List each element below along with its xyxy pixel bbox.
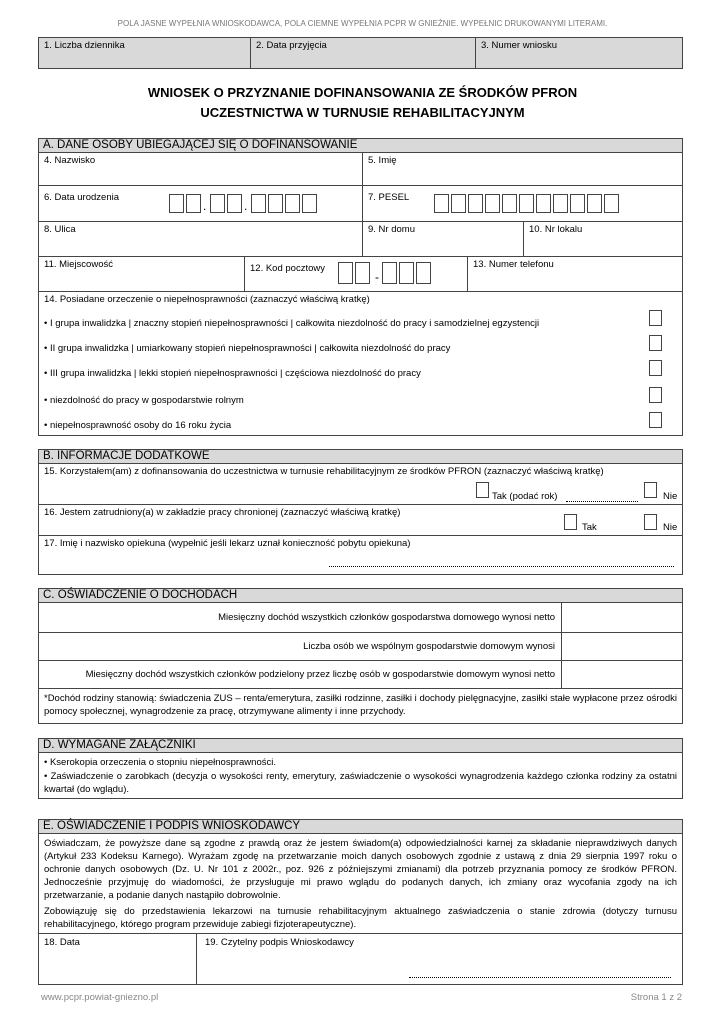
section-d-header: D. WYMAGANE ZAŁĄCZNIKI	[38, 738, 683, 753]
pesel-digit[interactable]	[587, 194, 602, 213]
disability-option-5: • niepełnosprawność osoby do 16 roku życia	[44, 420, 232, 431]
postal-separator: -	[375, 270, 379, 284]
disability-label: 14. Posiadane orzeczenie o niepełnosprawności (zaznaczyć właściwą kratkę)	[44, 294, 370, 305]
birthdate-field	[38, 185, 363, 222]
sheltered-employment-label: 16. Jestem zatrudniony(a) w zakładzie pracy chronionej (zaznaczyć właściwą kratkę)	[44, 507, 401, 518]
sheltered-employment-no-checkbox[interactable]	[644, 514, 657, 530]
pesel-digit[interactable]	[519, 194, 534, 213]
postal-digit[interactable]	[355, 262, 370, 284]
prior-funding-yes-checkbox[interactable]	[476, 482, 489, 498]
birthdate-boxes[interactable]	[169, 194, 319, 213]
prior-funding-no-checkbox[interactable]	[644, 482, 657, 498]
disability-option-4-checkbox[interactable]	[649, 387, 662, 403]
date-separator: .	[203, 199, 207, 213]
street-label: 8. Ulica	[44, 224, 76, 235]
phone-field[interactable]	[467, 256, 683, 292]
birthdate-year-digit[interactable]	[268, 194, 283, 213]
postal-code-field	[244, 256, 468, 292]
income-row-1-value[interactable]	[561, 602, 683, 633]
pesel-digit[interactable]	[553, 194, 568, 213]
sheltered-employment-no-label: Nie	[663, 522, 678, 533]
city-field[interactable]	[38, 256, 245, 292]
pesel-digit[interactable]	[570, 194, 585, 213]
postal-digit[interactable]	[338, 262, 353, 284]
office-field-date	[250, 37, 476, 69]
birthdate-month-digit[interactable]	[227, 194, 242, 213]
city-label: 11. Miejscowość	[44, 259, 113, 270]
declaration-paragraph-2: Zobowiązuję się do przedstawienia lekarzowi na turnusie rehabilitacyjnym aktualnego zaświadczenia o stanie zdrowia (dotyczy turnusu rehabilitacyjnego, którego program przewiduje zabiegi fizjoterapeutyczne).	[44, 906, 677, 930]
house-number-field[interactable]	[362, 221, 524, 257]
form-title-line2: UCZESTNICTWA W TURNUSIE REHABILITACYJNYM	[200, 105, 525, 120]
postal-code-boxes[interactable]	[338, 262, 433, 284]
declaration-paragraph-1: Oświadczam, że powyższe dane są zgodne z prawdą oraz że jestem świadom(a) odpowiedzialności karnej za składanie nieprawdziwych danych (Artykuł 233 Kodeksu Karnego). Wyrażam zgodę na przetwarzanie moich danych osobowych zgodnie z ustawą z dnia 29 sierpnia 1997 roku o ochronie danych osobowych (Dz. U. Nr 101 z 2002r., poz. 926 z późniejszymi zmianami) dla potrzeb przyznania pomocy ze środków PFRON. Jednocześnie przyjmuję do wiadomości, że przysługuje mi prawo wglądu do podanych danych, ich zmiany oraz wycofania zgody na ich przetwarzanie, a podanie danych nastąpiło dobrowolnie.	[44, 838, 677, 901]
footer-page-number: Strona 1 z 2	[630, 992, 682, 1003]
guardian-field	[38, 535, 683, 575]
date-separator: .	[244, 199, 248, 213]
income-row-3-value[interactable]	[561, 660, 683, 689]
firstname-label: 5. Imię	[368, 155, 397, 166]
declaration-box	[38, 833, 683, 934]
office-field-number	[475, 37, 683, 69]
income-note: *Dochód rodziny stanowią: świadczenia ZUS – renta/emerytura, zasiłki rodzinne, zasiłki i dochody pielęgnacyjne, zasiłki stałe wypłacone przez ośrodki pomocy społecznej, wynagrodzenie za pracę, otrzymywane alimenty i inne przychody.	[44, 693, 677, 717]
pesel-digit[interactable]	[604, 194, 619, 213]
surname-field[interactable]	[38, 152, 363, 186]
disability-option-4: • niezdolność do pracy w gospodarstwie rolnym	[44, 395, 244, 406]
pesel-field	[362, 185, 683, 222]
footer-url[interactable]: www.pcpr.powiat-gniezno.pl	[41, 992, 159, 1003]
disability-option-1-checkbox[interactable]	[649, 310, 662, 326]
signature-label: 19. Czytelny podpis Wnioskodawcy	[205, 937, 354, 948]
postal-digit[interactable]	[416, 262, 431, 284]
postal-digit[interactable]	[399, 262, 414, 284]
section-a-header: A. DANE OSOBY UBIEGAJĄCEJ SIĘ O DOFINANSOWANIE	[38, 138, 683, 153]
pesel-digit[interactable]	[536, 194, 551, 213]
birthdate-year-digit[interactable]	[285, 194, 300, 213]
prior-funding-no-label: Nie	[663, 491, 678, 502]
pesel-digit[interactable]	[451, 194, 466, 213]
disability-option-2-checkbox[interactable]	[649, 335, 662, 351]
office-field-journal-label: 1. Liczba dziennika	[44, 40, 125, 51]
pesel-digit[interactable]	[468, 194, 483, 213]
disability-option-1: • I grupa inwalidzka | znaczny stopień niepełnosprawności | całkowita niezdolność do pracy i samodzielnej egzystencji	[44, 318, 540, 329]
postal-digit[interactable]	[382, 262, 397, 284]
guardian-label: 17. Imię i nazwisko opiekuna (wypełnić jeśli lekarz uznał konieczność pobytu opiekuna)	[44, 538, 411, 549]
apartment-number-label: 10. Nr lokalu	[529, 224, 583, 235]
top-note: POLA JASNE WYPEŁNIA WNIOSKODAWCA, POLA CIEMNE WYPEŁNIA PCPR W GNIEŹNIE. WYPEŁNIC DRUKOWANYMI LITERAMI.	[117, 19, 608, 28]
postal-code-label: 12. Kod pocztowy	[250, 263, 325, 274]
street-field[interactable]	[38, 221, 363, 257]
prior-funding-label: 15. Korzystałem(am) z dofinansowania do uczestnictwa w turnusie rehabilitacyjnym ze środków PFRON (zaznaczyć właściwą kratkę)	[44, 466, 604, 477]
birthdate-day-digit[interactable]	[186, 194, 201, 213]
attachments-box	[38, 752, 683, 799]
disability-field	[38, 291, 683, 436]
income-row-3	[38, 660, 562, 689]
signature-line[interactable]	[409, 977, 671, 978]
income-row-2-label: Liczba osób we wspólnym gospodarstwie domowym wynosi	[303, 641, 555, 652]
prior-funding-field	[38, 463, 683, 505]
house-number-label: 9. Nr domu	[368, 224, 415, 235]
disability-option-3: • III grupa inwalidzka | lekki stopień niepełnosprawności | częściowa niezdolność do pracy	[44, 368, 421, 379]
pesel-digit[interactable]	[485, 194, 500, 213]
prior-funding-year-line[interactable]	[566, 501, 638, 502]
signature-field	[196, 933, 683, 985]
office-field-date-label: 2. Data przyjęcia	[256, 40, 327, 51]
pesel-boxes[interactable]	[434, 194, 621, 213]
birthdate-day-digit[interactable]	[169, 194, 184, 213]
birthdate-year-digit[interactable]	[302, 194, 317, 213]
income-row-3-label: Miesięczny dochód wszystkich członków podzielony przez liczbę osób w gospodarstwie domowym wynosi netto	[85, 669, 555, 680]
surname-label: 4. Nazwisko	[44, 155, 96, 166]
income-row-1	[38, 602, 562, 633]
disability-option-5-checkbox[interactable]	[649, 412, 662, 428]
income-note-box	[38, 688, 683, 724]
date-field[interactable]	[38, 933, 197, 985]
sheltered-employment-field	[38, 504, 683, 536]
date-label: 18. Data	[44, 937, 80, 948]
section-e-header: E. OŚWIADCZENIE I PODPIS WNIOSKODAWCY	[38, 819, 683, 834]
guardian-name-line[interactable]	[329, 566, 674, 567]
pesel-label: 7. PESEL	[368, 192, 410, 203]
income-row-2-value[interactable]	[561, 632, 683, 661]
sheltered-employment-yes-label: Tak	[582, 522, 597, 533]
birthdate-year-digit[interactable]	[251, 194, 266, 213]
attachment-item-1: • Kserokopia orzeczenia o stopniu niepełnosprawności.	[44, 757, 276, 768]
office-field-number-label: 3. Numer wniosku	[481, 40, 558, 51]
income-row-2	[38, 632, 562, 661]
birthdate-label: 6. Data urodzenia	[44, 192, 119, 203]
sheltered-employment-yes-checkbox[interactable]	[564, 514, 577, 530]
firstname-field[interactable]	[362, 152, 683, 186]
disability-option-2: • II grupa inwalidzka | umiarkowany stopień niepełnosprawności | całkowita niezdolność do pracy	[44, 343, 451, 354]
income-row-1-label: Miesięczny dochód wszystkich członków gospodarstwa domowego wynosi netto	[218, 612, 555, 623]
disability-option-3-checkbox[interactable]	[649, 360, 662, 376]
phone-label: 13. Numer telefonu	[473, 259, 554, 270]
pesel-digit[interactable]	[502, 194, 517, 213]
attachment-item-2: • Zaświadczenie o zarobkach (decyzja o wysokości renty, emerytury, zaświadczenie o wysokości wynagrodzenia każdego członka rodziny za ostatni kwartał (do wglądu).	[44, 771, 677, 795]
office-field-journal	[38, 37, 251, 69]
apartment-number-field[interactable]	[523, 221, 683, 257]
section-b-header: B. INFORMACJE DODATKOWE	[38, 449, 683, 464]
birthdate-month-digit[interactable]	[210, 194, 225, 213]
prior-funding-yes-label: Tak (podać rok)	[492, 491, 558, 502]
pesel-digit[interactable]	[434, 194, 449, 213]
section-c-header: C. OŚWIADCZENIE O DOCHODACH	[38, 588, 683, 603]
form-title-line1: WNIOSEK O PRZYZNANIE DOFINANSOWANIA ZE ŚRODKÓW PFRON	[147, 85, 578, 100]
